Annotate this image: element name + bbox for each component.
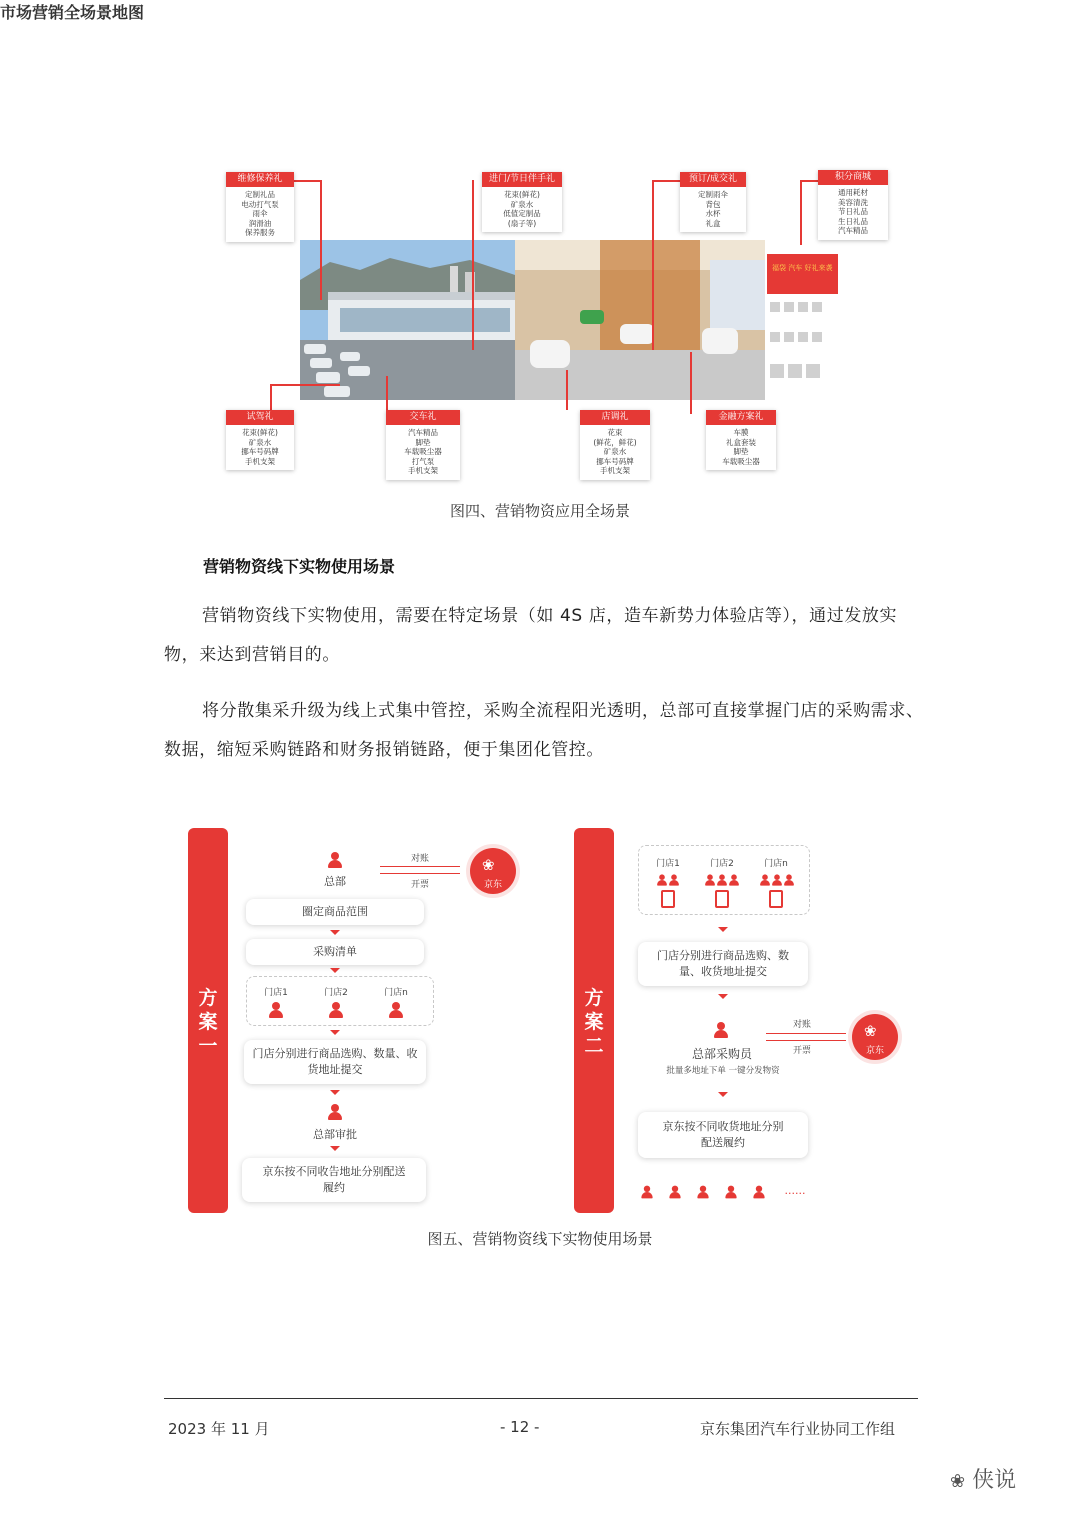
store-person-icon <box>329 1002 343 1018</box>
store-person-icon <box>772 874 782 885</box>
tag-item: 车膜 <box>733 428 749 437</box>
store-person-icon <box>389 1002 403 1018</box>
hq-person-icon <box>328 852 342 868</box>
phone-icon <box>715 890 729 908</box>
recipient-person-icon <box>697 1186 708 1199</box>
tag-test-drive <box>226 410 294 470</box>
reconcile-label: 对账 <box>792 1020 811 1030</box>
tag-item: 汽车精品 <box>838 226 868 235</box>
buyer-label: 总部采购员 <box>691 1047 752 1061</box>
down-arrow <box>330 1090 340 1095</box>
phone-banner-text: 福袋 汽车 好礼来袭 <box>772 264 833 272</box>
plan1-step-scope: 圈定商品范围 <box>246 899 424 925</box>
tag-item: (扇子等) <box>507 218 537 228</box>
invoice-label: 开票 <box>792 1046 811 1056</box>
wechat-icon: ❀ <box>950 1471 966 1492</box>
store-label: 门店1 <box>264 988 288 998</box>
plan2-step-submit <box>638 942 808 986</box>
tag-points-mall <box>818 170 888 240</box>
plan1-stores-group <box>246 976 434 1026</box>
store-person-icon <box>669 874 679 885</box>
dealership-photo <box>300 240 842 400</box>
tag-item: 电动打气泵 <box>241 199 279 209</box>
tag-finance <box>706 410 776 470</box>
tag-item: 车载吸尘器 <box>722 456 760 466</box>
phone-icon <box>769 890 783 908</box>
footer-org: 京东集团汽车行业协同工作组 <box>700 1420 896 1438</box>
tag-item: 雨伞 <box>252 209 268 218</box>
footer-divider <box>164 1398 918 1399</box>
down-arrow <box>330 1030 340 1035</box>
tag-item: 生日礼品 <box>838 216 868 226</box>
tag-retention <box>580 410 650 480</box>
store-person-icon <box>657 874 667 885</box>
store-person-icon <box>784 874 794 885</box>
down-arrow <box>330 930 340 935</box>
tag-item: 通用耗材 <box>838 188 868 197</box>
connector-line <box>800 180 802 245</box>
tag-item: 挪车号码牌 <box>241 447 279 456</box>
tag-maintenance <box>226 172 294 242</box>
plan2-label: 方 案 二 <box>584 987 604 1057</box>
plan2-step-delivery-text: 京东按不同收货地址分别配送履约 <box>662 1120 784 1149</box>
store-person-icon <box>729 874 739 885</box>
store-person-icon <box>269 1002 283 1018</box>
connector-line <box>566 370 568 410</box>
jd-logo-text: 京东 <box>483 880 502 890</box>
watermark <box>950 1463 1016 1494</box>
tag-item: (鲜花，鲜花) <box>593 437 637 447</box>
connector-line <box>652 180 682 182</box>
approve-person-icon <box>328 1104 342 1120</box>
hq-label: 总部 <box>324 875 346 888</box>
down-arrow <box>718 994 728 999</box>
section-heading: 营销物资线下实物使用场景 <box>203 557 396 576</box>
tag-item: 打气泵 <box>411 456 435 466</box>
plan2-step-delivery <box>638 1112 808 1158</box>
store-label: 门店2 <box>710 859 734 869</box>
recipient-person-icon <box>641 1186 652 1199</box>
connector-line <box>472 180 474 350</box>
down-arrow <box>330 1146 340 1151</box>
tag-item: 矿泉水 <box>248 437 272 447</box>
tag-heading: 金融方案礼 <box>706 410 776 425</box>
reconcile-arrow <box>766 1033 846 1034</box>
tag-item: 礼盒 <box>705 218 721 228</box>
tag-heading: 进门/节日伴手礼 <box>482 172 562 187</box>
recipient-person-icon <box>669 1186 680 1199</box>
tag-item: 定制雨伞 <box>698 190 728 199</box>
tag-item: 花束(鲜花) <box>242 428 278 437</box>
plan1-step-delivery <box>242 1158 426 1202</box>
down-arrow <box>718 927 728 932</box>
store-label: 门店n <box>384 988 408 998</box>
recipient-ellipsis: ...... <box>784 1184 806 1197</box>
tag-order-gift <box>680 172 746 232</box>
tag-holiday-gift <box>482 172 562 232</box>
tag-item: 润滑油 <box>248 218 272 228</box>
tag-heading: 店调礼 <box>580 410 650 425</box>
paragraph-text: 将分散集采升级为线上式集中管控，采购全流程阳光透明，总部可直接掌握门店的采购需求、数据，缩短采购链路和财务报销链路，便于集团化管控。 <box>164 701 924 760</box>
reconcile-arrow <box>380 866 460 867</box>
down-arrow <box>330 968 340 973</box>
recipient-person-icon <box>753 1186 764 1199</box>
connector-line <box>800 180 820 182</box>
tag-item: 矿泉水 <box>603 447 627 456</box>
tag-item: 背包 <box>705 199 721 209</box>
recipient-person-icon <box>725 1186 736 1199</box>
jd-dog-icon: ❀ <box>482 856 495 874</box>
tag-item: 保养服务 <box>245 228 275 237</box>
tag-heading: 积分商城 <box>818 170 888 185</box>
tag-item: 水杯 <box>705 209 721 218</box>
plan1-label: 方 案 一 <box>198 987 218 1057</box>
tag-item: 汽车精品 <box>408 428 438 437</box>
plan1-step-list: 采购清单 <box>246 939 424 965</box>
tag-item: 节日礼品 <box>838 207 868 216</box>
figure4-caption: 图四、营销物资应用全场景 <box>449 502 630 520</box>
store-person-icon <box>717 874 727 885</box>
plan1-step-submit <box>244 1040 426 1084</box>
paragraph-2 <box>164 692 924 770</box>
tag-item: 手机支架 <box>600 466 630 475</box>
plan1-step-delivery-text: 京东按不同收告地址分别配送履约 <box>262 1165 406 1194</box>
store-label: 门店n <box>764 859 788 869</box>
connector-line <box>320 180 322 300</box>
down-arrow <box>718 1092 728 1097</box>
watermark-text: 侠说 <box>972 1468 1017 1493</box>
invoice-label: 开票 <box>410 880 429 890</box>
phone-icon <box>661 890 675 908</box>
connector-line <box>270 384 340 386</box>
paragraph-1 <box>164 597 924 675</box>
figure5-caption: 图五、营销物资线下实物使用场景 <box>427 1230 653 1248</box>
store-label: 门店2 <box>324 988 348 998</box>
paragraph-text: 营销物资线下实物使用，需要在特定场景（如 4S 店，造车新势力体验店等），通过发放实物，来达到营销目的。 <box>164 606 898 665</box>
store-person-icon <box>705 874 715 885</box>
tag-heading: 维修保养礼 <box>226 172 294 187</box>
jd-logo-text: 京东 <box>865 1046 884 1056</box>
tag-heading: 试驾礼 <box>226 410 294 425</box>
tag-item: 礼盒套装 <box>726 437 756 447</box>
tag-item: 手机支架 <box>245 456 275 466</box>
tag-heading: 交车礼 <box>386 410 460 425</box>
figure4-title: 市场营销全场景地图 <box>0 3 145 22</box>
store-person-icon <box>760 874 770 885</box>
jd-logo-icon <box>852 1014 898 1060</box>
footer-date: 2023 年 11 月 <box>168 1420 270 1438</box>
tag-heading: 预订/成交礼 <box>680 172 746 187</box>
tag-item: 矿泉水 <box>510 199 534 209</box>
reconcile-label: 对账 <box>410 854 429 864</box>
invoice-arrow <box>380 873 460 874</box>
tag-item: 花束 <box>607 428 623 437</box>
connector-line <box>652 180 654 350</box>
page-number: - 12 - <box>500 1418 540 1436</box>
tag-item: 挪车号码牌 <box>596 456 634 466</box>
buyer-person-icon <box>714 1022 728 1038</box>
tag-item: 定制礼品 <box>245 190 275 199</box>
connector-line <box>270 384 272 410</box>
tag-item: 花束(鲜花) <box>504 190 540 199</box>
jd-logo-icon <box>470 848 516 894</box>
tag-item: 低值定制品 <box>503 209 541 218</box>
plan2-step-submit-text: 门店分别进行商品选购、数量、收货地址提交 <box>657 949 789 978</box>
tag-item: 手机支架 <box>408 466 438 475</box>
tag-item: 脚垫 <box>733 447 749 456</box>
store-label: 门店1 <box>656 859 680 869</box>
invoice-arrow <box>766 1040 846 1041</box>
buyer-note: 批量多地址下单 一键分发物资 <box>666 1066 780 1076</box>
tag-item: 美容清洗 <box>838 197 868 207</box>
approve-label: 总部审批 <box>313 1128 357 1141</box>
tag-item: 脚垫 <box>415 437 431 447</box>
connector-line <box>690 352 692 414</box>
jd-dog-icon: ❀ <box>864 1022 877 1040</box>
tag-delivery <box>386 410 460 480</box>
plan1-step-submit-text: 门店分别进行商品选购、数量、收货地址提交 <box>252 1047 418 1076</box>
tag-item: 车载吸尘器 <box>404 447 442 456</box>
